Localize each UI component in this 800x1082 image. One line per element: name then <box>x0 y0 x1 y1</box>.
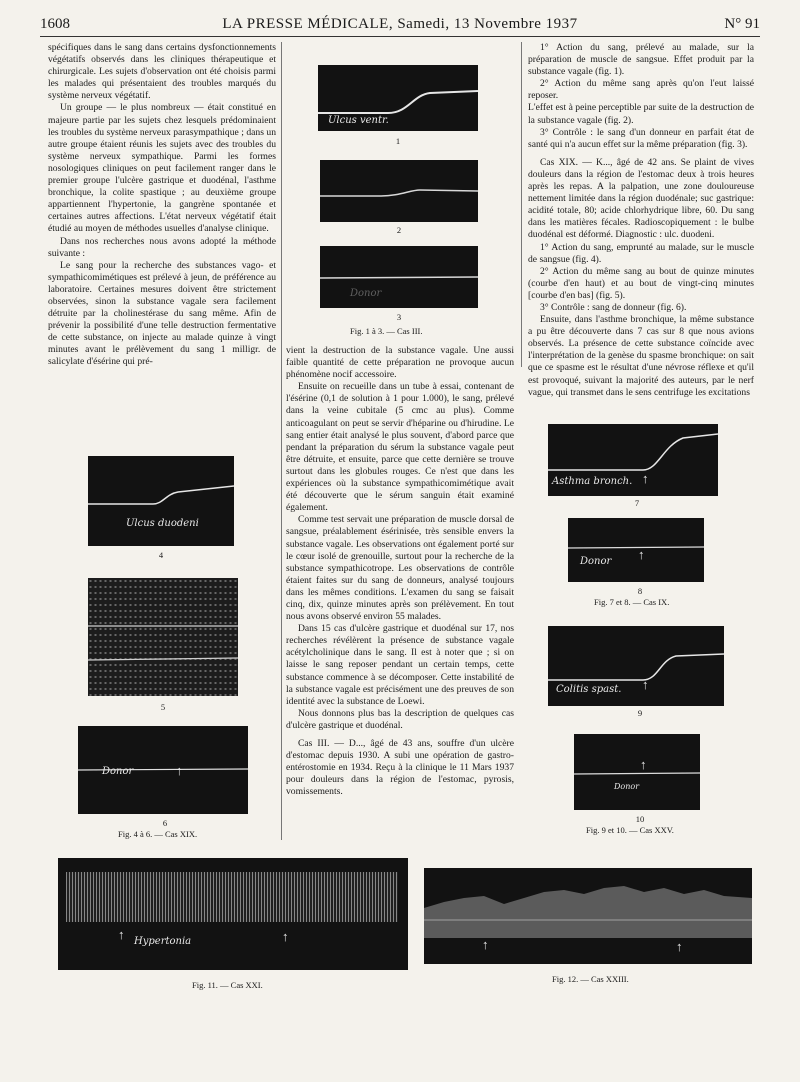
kymograph-fig-4 <box>88 456 234 546</box>
handwritten-label: Hypertonia <box>134 936 192 947</box>
header-rule <box>40 36 760 37</box>
figure-number: 6 <box>162 818 168 828</box>
up-arrow-icon: ↑ <box>482 937 489 952</box>
text-column-3 <box>528 42 754 399</box>
up-arrow-icon: ↑ <box>282 929 289 944</box>
figure-number: 7 <box>634 498 640 508</box>
kymograph-fig-6 <box>78 726 248 814</box>
kymograph-fig-7 <box>548 424 718 496</box>
text-column-2 <box>286 345 514 798</box>
handwritten-label: Donor <box>580 556 612 567</box>
paragraph: Comme test servait une préparation de muscle dorsal de sangsue, préalablement ésérinisée, très sensible envers la substance vagale. Les observations ont également porté sur le cœur isolé de grenouille, surtout pour la recherche de la substance sympathicotrope. Les observations de contrôle étaient faites sur du sang de donneurs, analysé toujours dans les mêmes conditions. L'examen du sang se faisait cinq, dix, quinze minutes après son prélèvement. En tout nous avons observé environ 55 malades. <box>286 514 514 623</box>
figure-number: 5 <box>160 702 166 712</box>
up-arrow-icon: ↑ <box>640 757 647 772</box>
paragraph: 3° Contrôle : sang de donneur (fig. 6). <box>540 301 687 313</box>
figure-caption: Fig. 11. — Cas XXI. <box>192 980 263 990</box>
up-arrow-icon: ↑ <box>176 763 183 778</box>
kymograph-fig-11 <box>58 858 408 970</box>
paragraph: Le sang pour la recherche des substances vago- et sympathicomimétiques est prélevé à jeun, de préférence au laboratoire. Certaines mesures doivent être strictement observées, sinon la substance vagale sera facilement détruite par la cholinestérase du sang même. Afin de prévenir la possibilité d'une telle destruction fermentative de cette substance, on injecte au malade quinze à vingt minutes avant le prélèvement du sang 1 milligr. de salicylate d'ésérine qui pré- <box>48 259 276 368</box>
paragraph: Dans 15 cas d'ulcère gastrique et duodénal sur 17, nos recherches révélèrent la présence de substance vagale acétylcholinique dans le sang. Il est à noter que ; si on laisse le sang reposer pendant un certain temps, cette substance commence à se décomposer. Cette instabilité de la substance vagale est précisément une des preuves de son identité avec la substance de Loewi. <box>286 623 514 707</box>
figure-number: 10 <box>635 814 645 824</box>
column-divider <box>281 42 282 840</box>
text-column-1 <box>48 42 276 369</box>
paragraph: 1° Action du sang, emprunté au malade, sur le muscle de sangsue (fig. 4). <box>528 241 754 265</box>
handwritten-label: Ulcus ventr. <box>328 115 389 126</box>
issue-number: N° 91 <box>724 16 760 32</box>
handwritten-label: Asthma bronch. <box>552 476 633 487</box>
figure-number: 1 <box>395 136 401 146</box>
figure-number: 9 <box>637 708 643 718</box>
kymograph-fig-12 <box>424 868 752 964</box>
paragraph: 3° Contrôle : le sang d'un donneur en parfait état de santé qui n'a aucun effet sur la même préparation (fig. 3). <box>528 126 754 150</box>
oscillation-trace <box>66 872 398 922</box>
figure-caption: Fig. 4 à 6. — Cas XIX. <box>118 829 198 839</box>
figure-number: 2 <box>396 225 402 235</box>
kymograph-fig-5 <box>88 578 238 696</box>
figure-number: 4 <box>158 550 164 560</box>
handwritten-label: Donor <box>102 766 134 777</box>
up-arrow-icon: ↑ <box>638 547 645 562</box>
paragraph: Un groupe — le plus nombreux — était constitué en majeure partie par les sujets chez lesquels prédominaient les troubles du système nerveux parasympathique ; dans un autre groupe étaient réunis les sujets avec des troubles du système nerveux sympathique. Parmi les formes nosologiques cliniques on peut facilement ranger dans le premier groupe l'ulcère gastrique et duodénal, l'asthme bronchique, la colite spastique ; au deuxième groupe appartiennent l'hypertonie, la gangrène spontanée et certaines autres affections. L'état nerveux végétatif était étudié au moyen de méthodes usuelles d'analyse clinique. <box>48 102 276 235</box>
paragraph: Cas III. — D..., âgé de 43 ans, souffre d'un ulcère d'estomac depuis 1930. A subi une opération de gastro-entérostomie en 1934. Reçu à la clinique le 11 Mars 1937 pour douleurs dans la région de l'estomac, pyrosis, vomissements. <box>286 738 514 798</box>
page-number: 1608 <box>40 16 70 32</box>
paragraph: Ensuite on recueille dans un tube à essai, contenant de l'ésérine (0,1 de solution à 1 pour 1.000), le sang, prélevé dans la veine cubitale (5 cmc au plus). Comme anticoagulant on peut se servir d'héparine ou d'hirudine. Le sang entier était analysé le plus souvent, d'abord parce que pendant la préparation du sérum la substance vagale peut être détruite, et ensuite, parce que cette dernière se trouve surtout dans les globules rouges. Ce n'est que dans les expériences où la substance sympathicomimétique avait été découverte que le sérum sanguin était examiné également. <box>286 381 514 514</box>
paragraph: Dans nos recherches nous avons adopté la méthode suivante : <box>48 235 276 259</box>
paragraph: 1° Action du sang, prélevé au malade, sur la préparation de muscle de sangsue. Effet produit par la substance vagale (fig. 1). <box>528 42 754 78</box>
figure-number: 3 <box>396 312 402 322</box>
figure-caption: Fig. 7 et 8. — Cas IX. <box>594 597 670 607</box>
handwritten-label: Ulcus duodeni <box>126 518 199 529</box>
paragraph: 2° Action du même sang après qu'on l'eut laissé reposer. <box>528 78 754 102</box>
paragraph: vient la destruction de la substance vagale. Une aussi faible quantité de cette préparation ne provoque aucun phénomène nocif accessoire. <box>286 345 514 381</box>
figure-caption: Fig. 9 et 10. — Cas XXV. <box>586 825 674 835</box>
up-arrow-icon: ↑ <box>118 927 125 942</box>
paragraph: spécifiques dans le sang dans certains dysfonctionnements végétatifs observés dans les cliniques thérapeutique et chirurgicale. Les sujets d'observation ont été choisis parmi les malades qui présentaient des troubles marqués du système nerveux végétatif. <box>48 42 276 102</box>
handwritten-label: Colitis spast. <box>556 684 622 695</box>
paragraph: Cas XIX. — K..., âgé de 42 ans. Se plaint de vives douleurs dans la région de l'estomac deux à trois heures après les repas. A la palpation, une zone douloureuse nettement limitée dans la région duodénale; suc gastrique: acidité totale, 80; acide chlorhydrique libre, 60. Du sang dans les matières fécales. Radioscopiquement : le bulbe duodénal est déformé. Diagnostic : ulc. duodeni. <box>528 156 754 241</box>
kymograph-fig-2 <box>320 160 478 222</box>
paragraph: Ensuite, dans l'asthme bronchique, la même substance a pu être découverte dans 7 cas sur 8 que nous avions observés. La présence de cette substance coïncide avec l'interprétation de la genèse du spasme bronchique: on sait que ce spasme est le résultat d'une névrose réflexe et qu'il est provoqué, suivant la majorité des auteurs, par le nerf vague, qui transmet dans le sens centrifuge les excitations <box>528 314 754 398</box>
up-arrow-icon: ↑ <box>642 471 649 486</box>
kymograph-fig-1 <box>318 65 478 131</box>
paragraph: 2° Action du même sang au bout de quinze minutes (courbe d'en haut) et au bout de vingt-cinq minutes [courbe d'en bas] (fig. 5). <box>528 265 754 301</box>
journal-title: LA PRESSE MÉDICALE, Samedi, 13 Novembre 1937 <box>222 16 578 32</box>
figure-caption: Fig. 1 à 3. — Cas III. <box>350 326 423 336</box>
column-divider <box>521 42 522 367</box>
kymograph-fig-9 <box>548 626 724 706</box>
kymograph-fig-3 <box>320 246 478 308</box>
kymograph-fig-8 <box>568 518 704 582</box>
kymograph-fig-10 <box>574 734 700 810</box>
figure-number: 8 <box>637 586 643 596</box>
paragraph: Nous donnons plus bas la description de quelques cas d'ulcère gastrique et duodénal. <box>286 707 514 731</box>
up-arrow-icon: ↑ <box>676 939 683 954</box>
handwritten-label: Donor <box>614 782 640 791</box>
page-header <box>40 10 760 36</box>
handwritten-label: Donor <box>350 288 382 299</box>
figure-caption: Fig. 12. — Cas XXIII. <box>552 974 629 984</box>
paragraph: L'effet est à peine perceptible par suite de la destruction de la substance vagale (fig. 2). <box>528 102 754 126</box>
up-arrow-icon: ↑ <box>642 677 649 692</box>
